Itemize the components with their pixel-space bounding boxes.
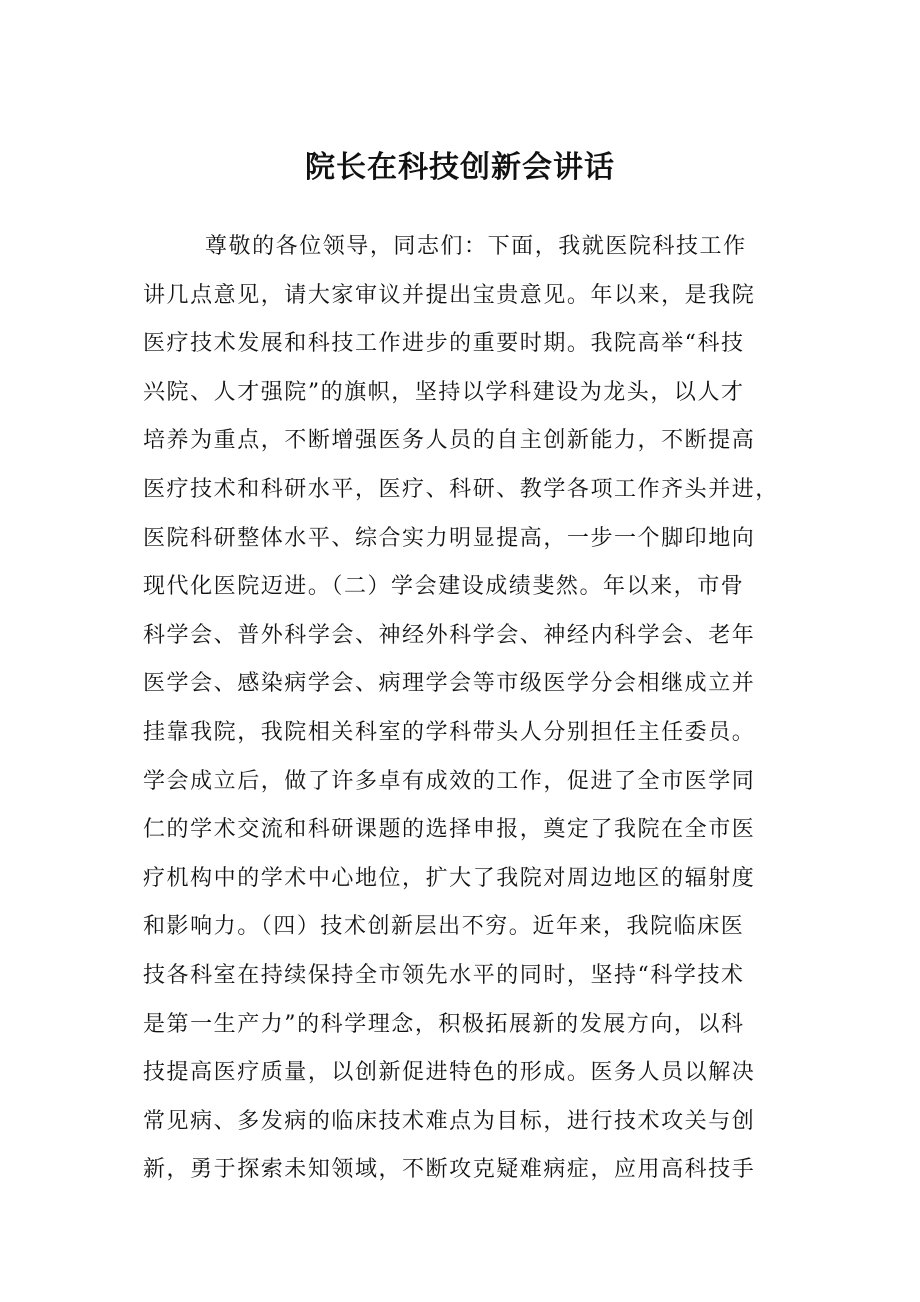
body-line: 医疗技术和科研水平，医疗、科研、教学各项工作齐头并进， [143, 476, 779, 502]
body-line: 仁的学术交流和科研课题的选择申报，奠定了我院在全市医 [143, 817, 756, 843]
body-line: 常见病、多发病的临床技术难点为目标，进行技术攻关与创 [143, 1108, 756, 1134]
body-line: 疗机构中的学术中心地位，扩大了我院对周边地区的辐射度 [143, 865, 756, 891]
body-line: 科学会、普外科学会、神经外科学会、神经内科学会、老年 [143, 622, 756, 648]
body-line: 医院科研整体水平、综合实力明显提高，一步一个脚印地向 [143, 525, 756, 551]
body-line: 兴院、人才强院”的旗帜，坚持以学科建设为龙头，以人才 [143, 379, 745, 405]
body-line: 是第一生产力”的科学理念，积极拓展新的发展方向，以科 [143, 1011, 745, 1037]
body-line: 现代化医院迈进。（二）学会建设成绩斐然。年以来，市骨 [143, 574, 745, 600]
body-line: 和影响力。（四）技术创新层出不穷。近年来，我院临床医 [143, 914, 745, 940]
body-line: 讲几点意见，请大家审议并提出宝贵意见。年以来，是我院 [143, 282, 756, 308]
document-body [143, 223, 783, 1195]
body-line: 技提高医疗质量，以创新促进特色的形成。医务人员以解决 [143, 1060, 756, 1086]
body-line: 医学会、感染病学会、病理学会等市级医学分会相继成立并 [143, 671, 756, 697]
body-line: 技各科室在持续保持全市领先水平的同时，坚持“科学技术 [143, 962, 745, 988]
body-line: 学会成立后，做了许多卓有成效的工作，促进了全市医学同 [143, 768, 756, 794]
body-line: 新，勇于探索未知领域，不断攻克疑难病症，应用高科技手 [143, 1157, 756, 1183]
body-line: 医疗技术发展和科技工作进步的重要时期。我院高举“科技 [143, 331, 745, 357]
body-line: 尊敬的各位领导，同志们：下面，我就医院科技工作 [205, 234, 747, 259]
body-line: 挂靠我院，我院相关科室的学科带头人分别担任主任委员。 [143, 719, 756, 745]
document-title: 院长在科技创新会讲话 [305, 150, 615, 185]
body-line: 培养为重点，不断增强医务人员的自主创新能力，不断提高 [143, 428, 756, 454]
